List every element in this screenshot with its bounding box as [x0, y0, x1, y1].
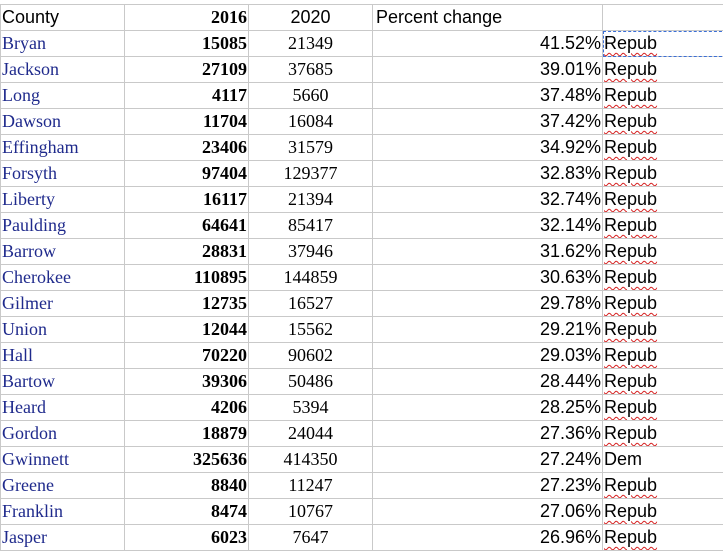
- table-row: [1, 525, 723, 551]
- value-2020-cell[interactable]: 21394: [249, 187, 373, 213]
- party-label: Repub: [604, 527, 657, 547]
- percent-change-cell[interactable]: 37.48%: [373, 83, 603, 109]
- value-2020-cell[interactable]: 15562: [249, 317, 373, 343]
- party-label: Repub: [604, 423, 657, 443]
- value-2020-cell[interactable]: 129377: [249, 161, 373, 187]
- county-cell[interactable]: Gwinnett: [1, 447, 125, 473]
- county-cell[interactable]: Gordon: [1, 421, 125, 447]
- county-cell[interactable]: Jasper: [1, 525, 125, 551]
- table-row: [1, 213, 723, 239]
- party-cell[interactable]: [603, 187, 723, 213]
- percent-change-cell[interactable]: 27.23%: [373, 473, 603, 499]
- value-2020-cell[interactable]: 5394: [249, 395, 373, 421]
- county-cell[interactable]: Barrow: [1, 239, 125, 265]
- percent-change-cell[interactable]: 29.78%: [373, 291, 603, 317]
- percent-change-cell[interactable]: 30.63%: [373, 265, 603, 291]
- value-2020-cell[interactable]: 85417: [249, 213, 373, 239]
- percent-change-cell[interactable]: 27.36%: [373, 421, 603, 447]
- party-cell[interactable]: [603, 369, 723, 395]
- party-label: Repub: [604, 215, 657, 235]
- party-cell[interactable]: [603, 83, 723, 109]
- header-county[interactable]: County: [1, 5, 125, 31]
- county-cell[interactable]: Union: [1, 317, 125, 343]
- value-2016-cell[interactable]: 12735: [125, 291, 249, 317]
- county-cell[interactable]: Jackson: [1, 57, 125, 83]
- party-label: Repub: [604, 371, 657, 391]
- value-2016-cell[interactable]: 15085: [125, 31, 249, 57]
- county-cell[interactable]: Liberty: [1, 187, 125, 213]
- party-label: Repub: [604, 163, 657, 183]
- party-cell[interactable]: [603, 161, 723, 187]
- county-cell[interactable]: Bryan: [1, 31, 125, 57]
- party-cell[interactable]: [603, 473, 723, 499]
- table-row: [1, 239, 723, 265]
- value-2020-cell[interactable]: 10767: [249, 499, 373, 525]
- value-2016-cell[interactable]: 4206: [125, 395, 249, 421]
- table-row: [1, 343, 723, 369]
- party-cell[interactable]: [603, 525, 723, 551]
- party-label: Repub: [604, 85, 657, 105]
- value-2020-cell[interactable]: 5660: [249, 83, 373, 109]
- county-cell[interactable]: Forsyth: [1, 161, 125, 187]
- percent-change-cell[interactable]: 29.03%: [373, 343, 603, 369]
- table-row: [1, 447, 723, 473]
- value-2020-cell[interactable]: 144859: [249, 265, 373, 291]
- value-2016-cell[interactable]: 325636: [125, 447, 249, 473]
- table-row: [1, 83, 723, 109]
- header-2016[interactable]: 2016: [125, 5, 249, 31]
- value-2016-cell[interactable]: 8840: [125, 473, 249, 499]
- party-label: Repub: [604, 241, 657, 261]
- party-label: Repub: [604, 267, 657, 287]
- county-cell[interactable]: Long: [1, 83, 125, 109]
- header-party[interactable]: [603, 5, 723, 31]
- party-label: Repub: [604, 137, 657, 157]
- party-cell[interactable]: [603, 291, 723, 317]
- party-cell[interactable]: [603, 135, 723, 161]
- county-cell[interactable]: Cherokee: [1, 265, 125, 291]
- header-percent-change[interactable]: Percent change: [373, 5, 603, 31]
- value-2016-cell[interactable]: 4117: [125, 83, 249, 109]
- percent-change-cell[interactable]: 32.74%: [373, 187, 603, 213]
- table-row: [1, 57, 723, 83]
- percent-change-cell[interactable]: 41.52%: [373, 31, 603, 57]
- percent-change-cell[interactable]: 29.21%: [373, 317, 603, 343]
- value-2020-cell[interactable]: 24044: [249, 421, 373, 447]
- county-cell[interactable]: Hall: [1, 343, 125, 369]
- value-2016-cell[interactable]: 28831: [125, 239, 249, 265]
- percent-change-cell[interactable]: 34.92%: [373, 135, 603, 161]
- party-label: Repub: [604, 475, 657, 495]
- spreadsheet-body: [1, 5, 723, 551]
- party-label: Repub: [604, 33, 657, 53]
- county-cell[interactable]: Bartow: [1, 369, 125, 395]
- value-2020-cell[interactable]: 37946: [249, 239, 373, 265]
- percent-change-cell[interactable]: 32.83%: [373, 161, 603, 187]
- value-2016-cell[interactable]: 12044: [125, 317, 249, 343]
- county-cell[interactable]: Heard: [1, 395, 125, 421]
- percent-change-cell[interactable]: 31.62%: [373, 239, 603, 265]
- value-2016-cell[interactable]: 18879: [125, 421, 249, 447]
- value-2016-cell[interactable]: 64641: [125, 213, 249, 239]
- value-2016-cell[interactable]: 110895: [125, 265, 249, 291]
- county-cell[interactable]: Franklin: [1, 499, 125, 525]
- county-cell[interactable]: Gilmer: [1, 291, 125, 317]
- table-row: [1, 187, 723, 213]
- table-row: [1, 317, 723, 343]
- party-cell[interactable]: [603, 57, 723, 83]
- percent-change-cell[interactable]: 27.24%: [373, 447, 603, 473]
- county-cell[interactable]: Effingham: [1, 135, 125, 161]
- table-row: [1, 473, 723, 499]
- county-cell[interactable]: Greene: [1, 473, 125, 499]
- value-2016-cell[interactable]: 27109: [125, 57, 249, 83]
- party-cell[interactable]: [603, 421, 723, 447]
- value-2016-cell[interactable]: 97404: [125, 161, 249, 187]
- party-cell[interactable]: [603, 395, 723, 421]
- party-label: Repub: [604, 397, 657, 417]
- party-cell[interactable]: [603, 109, 723, 135]
- value-2020-cell[interactable]: 414350: [249, 447, 373, 473]
- party-cell[interactable]: [603, 499, 723, 525]
- value-2016-cell[interactable]: 70220: [125, 343, 249, 369]
- percent-change-cell[interactable]: 27.06%: [373, 499, 603, 525]
- party-label: Repub: [604, 293, 657, 313]
- spreadsheet-grid: [0, 4, 723, 551]
- value-2020-cell[interactable]: 16084: [249, 109, 373, 135]
- party-label: Dem: [604, 449, 642, 469]
- value-2020-cell[interactable]: 16527: [249, 291, 373, 317]
- table-row: [1, 499, 723, 525]
- value-2016-cell[interactable]: 39306: [125, 369, 249, 395]
- party-cell[interactable]: [603, 447, 723, 473]
- percent-change-cell[interactable]: 28.25%: [373, 395, 603, 421]
- table-row: [1, 265, 723, 291]
- party-cell[interactable]: [603, 31, 723, 57]
- value-2020-cell[interactable]: 31579: [249, 135, 373, 161]
- table-row: [1, 109, 723, 135]
- percent-change-cell[interactable]: 32.14%: [373, 213, 603, 239]
- party-cell[interactable]: [603, 239, 723, 265]
- value-2016-cell[interactable]: 6023: [125, 525, 249, 551]
- table-row: [1, 291, 723, 317]
- county-cell[interactable]: Dawson: [1, 109, 125, 135]
- percent-change-cell[interactable]: 26.96%: [373, 525, 603, 551]
- table-row: [1, 161, 723, 187]
- party-label: Repub: [604, 319, 657, 339]
- county-cell[interactable]: Paulding: [1, 213, 125, 239]
- header-row: [1, 5, 723, 31]
- value-2020-cell[interactable]: 7647: [249, 525, 373, 551]
- value-2016-cell[interactable]: 11704: [125, 109, 249, 135]
- value-2016-cell[interactable]: 16117: [125, 187, 249, 213]
- table-row: [1, 135, 723, 161]
- party-cell[interactable]: [603, 317, 723, 343]
- table-row: [1, 31, 723, 57]
- table-row: [1, 421, 723, 447]
- party-label: Repub: [604, 189, 657, 209]
- party-cell[interactable]: [603, 343, 723, 369]
- party-cell[interactable]: [603, 213, 723, 239]
- party-label: Repub: [604, 501, 657, 521]
- header-2020[interactable]: 2020: [249, 5, 373, 31]
- party-label: Repub: [604, 111, 657, 131]
- value-2016-cell[interactable]: 8474: [125, 499, 249, 525]
- value-2020-cell[interactable]: 37685: [249, 57, 373, 83]
- value-2020-cell[interactable]: 21349: [249, 31, 373, 57]
- percent-change-cell[interactable]: 39.01%: [373, 57, 603, 83]
- value-2016-cell[interactable]: 23406: [125, 135, 249, 161]
- party-cell[interactable]: [603, 265, 723, 291]
- percent-change-cell[interactable]: 37.42%: [373, 109, 603, 135]
- value-2020-cell[interactable]: 90602: [249, 343, 373, 369]
- party-label: Repub: [604, 345, 657, 365]
- value-2020-cell[interactable]: 50486: [249, 369, 373, 395]
- table-row: [1, 369, 723, 395]
- table-row: [1, 395, 723, 421]
- percent-change-cell[interactable]: 28.44%: [373, 369, 603, 395]
- value-2020-cell[interactable]: 11247: [249, 473, 373, 499]
- party-label: Repub: [604, 59, 657, 79]
